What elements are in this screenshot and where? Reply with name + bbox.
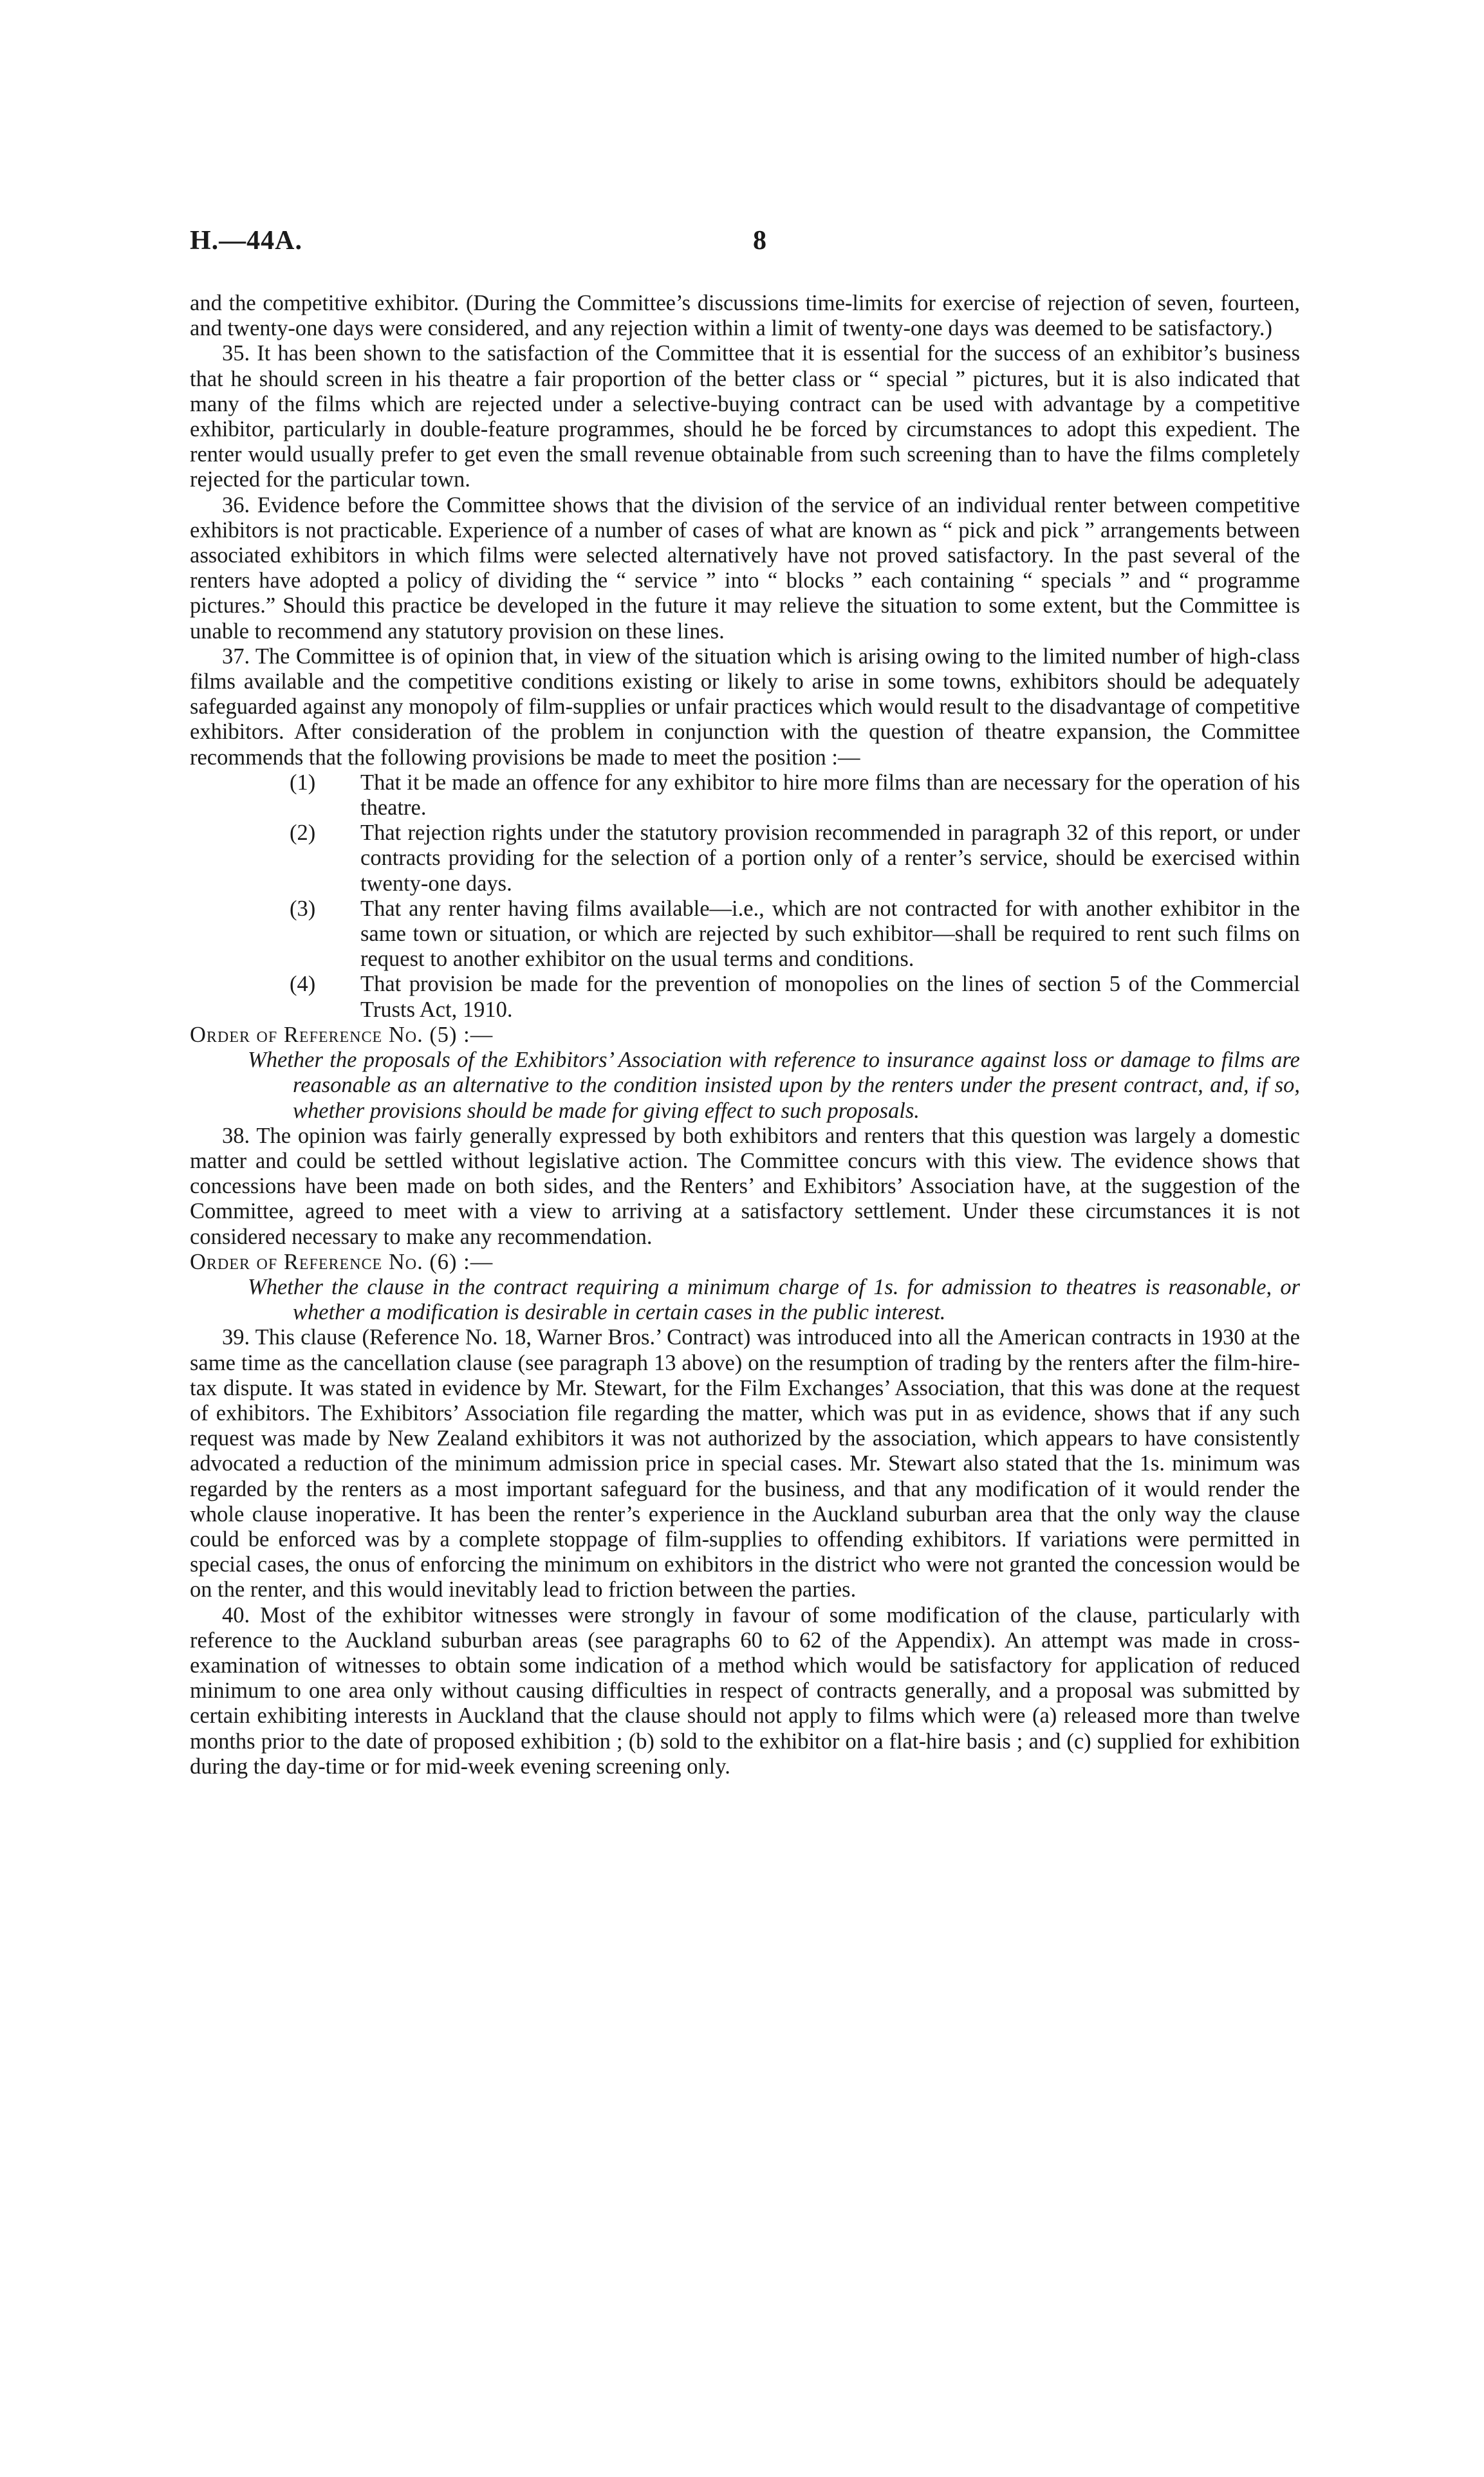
provision-number: (4) [290, 972, 316, 997]
provision-text: That rejection rights under the statutory provision recommended in paragraph 32 of this report, or under contracts providing for the selection of a portion only of a renter’s service, should be exercised within twenty-one days. [360, 821, 1300, 896]
provision-text: That any renter having films available—i.e., which are not contracted for with another exhibitor in the same town or situation, or which are rejected by such exhibitor—shall be required to rent such films on request to another exhibitor on the usual terms and conditions. [360, 896, 1300, 972]
provision-text: That it be made an offence for any exhibitor to hire more films than are necessary for the operation of his theatre. [360, 770, 1300, 821]
provision-item [190, 770, 1300, 821]
reference-5-question: Whether the proposals of the Exhibitors’ Association with reference to insurance against loss or damage to films are reasonable as an alternative to the condition insisted upon by the renters under the present contract, and, if so, whether provisions should be made for giving effect to such proposals. [248, 1048, 1300, 1123]
provisions-list [190, 770, 1300, 1023]
provision-number: (1) [290, 770, 316, 795]
section-heading-reference-5: Order of Reference No. (5) :— [190, 1022, 494, 1047]
provision-item [190, 821, 1300, 896]
page-header [190, 225, 1304, 264]
provision-number: (2) [290, 821, 316, 846]
paragraph-39: 39. This clause (Reference No. 18, Warner Bros.’ Contract) was introduced into all the American contracts in 1930 at the same time as the cancellation clause (see paragraph 13 above) on the resumption of trading by the renters after the film-hire-tax dispute. It was stated in evidence by Mr. Stewart, for the Film Exchanges’ Association, that this was done at the request of exhibitors. The Exhibitors’ Association file regarding the matter, which was put in as evidence, shows that if any such request was made by New Zealand exhibitors it was not authorized by the association, which appears to have consistently advocated a reduction of the minimum admission price in special cases. Mr. Stewart also stated that the 1s. minimum was regarded by the renters as a most important safeguard for the business, and that any modification of it would render the whole clause inoperative. It has been the renter’s experience in the Auckland suburban area that the only way the clause could be enforced was by a complete stoppage of film-supplies to offending exhibitors. If variations were permitted in special cases, the onus of enforcing the minimum on exhibitors in the district who were not granted the concession would be on the renter, and this would inevitably lead to friction between the parties. [190, 1325, 1300, 1602]
paragraph-35: 35. It has been shown to the satisfaction of the Committee that it is essential for the success of an exhibitor’s business that he should screen in his theatre a fair proportion of the better class or “ special ” pictures, but it is also indicated that many of the films which are rejected under a selective-buying contract can be used with advantage by a competitive exhibitor, particularly in double-feature programmes, should he be forced by circumstances to adopt this expedient. The renter would usually prefer to get even the small revenue obtainable from such screening than to have the films completely rejected for the particular town. [190, 341, 1300, 492]
paragraph-38: 38. The opinion was fairly generally expressed by both exhibitors and renters that this question was largely a domestic matter and could be settled without legislative action. The Committee concurs with this view. The evidence shows that concessions have been made on both sides, and the Renters’ and Exhibitors’ Association have, at the suggestion of the Committee, agreed to meet with a view to arriving at a satisfactory settlement. Under these circumstances it is not considered necessary to make any recommendation. [190, 1123, 1300, 1249]
section-heading-reference-6: Order of Reference No. (6) :— [190, 1249, 494, 1274]
reference-6-question: Whether the clause in the contract requiring a minimum charge of 1s. for admission to theatres is reasonable, or whether a modification is desirable in certain cases in the public interest. [248, 1274, 1300, 1325]
page-body [190, 291, 1300, 1779]
paragraph-40: 40. Most of the exhibitor witnesses were strongly in favour of some modification of the clause, particularly with reference to the Auckland suburban areas (see paragraphs 60 to 62 of the Appendix). An attempt was made in cross-examination of witnesses to obtain some indication of a method which would be satisfactory for application of reduced minimum to one area only without causing difficulties in respect of contracts generally, and a proposal was submitted by certain exhibiting interests in Auckland that the clause should not apply to films which were (a) released more than twelve months prior to the date of proposed exhibition ; (b) sold to the exhibitor on a flat-hire basis ; and (c) supplied for exhibition during the day-time or for mid-week evening screening only. [190, 1602, 1300, 1779]
provision-text: That provision be made for the prevention of monopolies on the lines of section 5 of the Commercial Trusts Act, 1910. [360, 972, 1300, 1022]
page-number: 8 [753, 226, 766, 255]
paragraph-37: 37. The Committee is of opinion that, in view of the situation which is arising owing to the limited number of high-class films available and the competitive conditions existing or likely to arise in some towns, exhibitors should be adequately safeguarded against any monopoly of film-supplies or unfair practices which would result to the disadvantage of competitive exhibitors. After consideration of the problem in conjunction with the question of theatre expansion, the Committee recommends that the following provisions be made to meet the position :— [190, 644, 1300, 770]
provision-number: (3) [290, 896, 316, 921]
document-reference: H.—44A. [190, 226, 302, 255]
provision-item [190, 896, 1300, 972]
paragraph-36: 36. Evidence before the Committee shows that the division of the service of an individual renter between competitive exhibitors is not practicable. Experience of a number of cases of what are known as “ pick and pick ” arrangements between associated exhibitors in which films were selected alternatively have not proved satisfactory. In the past several of the renters have adopted a policy of dividing the “ service ” into “ blocks ” each containing “ specials ” and “ programme pictures.” Should this practice be developed in the future it may relieve the situation to some extent, but the Committee is unable to recommend any statutory provision on these lines. [190, 492, 1300, 644]
provision-item [190, 972, 1300, 1022]
paragraph-continuation: and the competitive exhibitor. (During the Committee’s discussions time-limits for exercise of rejection of seven, fourteen, and twenty-one days were considered, and any rejection within a limit of twenty-one days was deemed to be satisfactory.) [190, 291, 1300, 341]
